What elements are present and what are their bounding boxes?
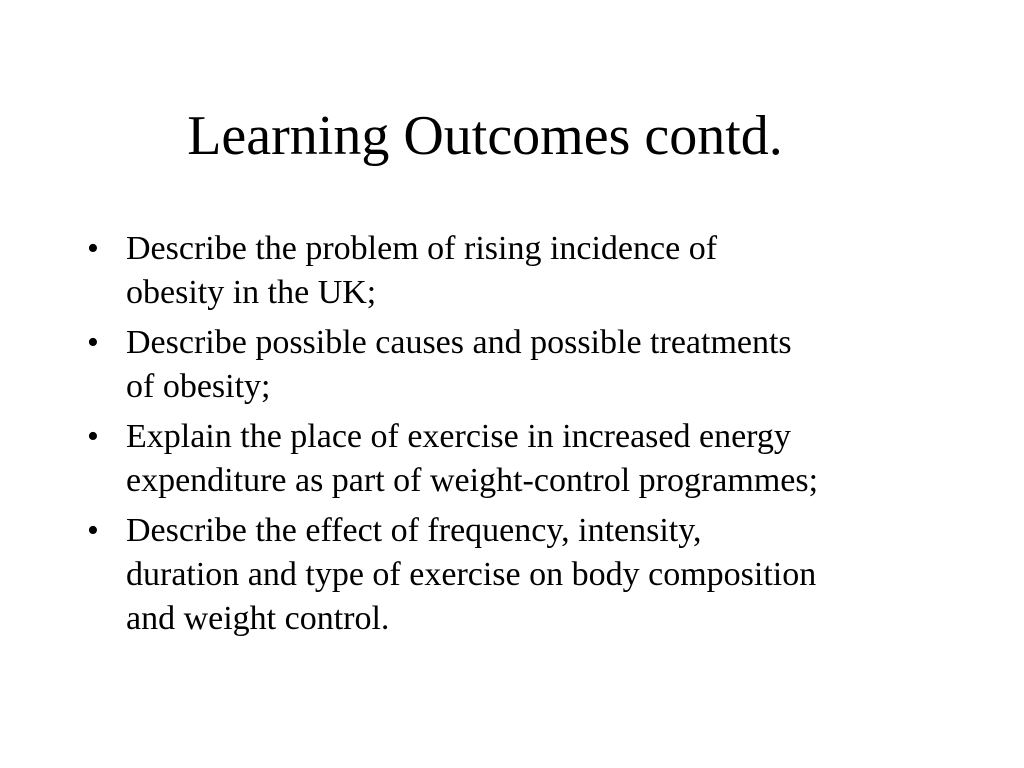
bullet-item bbox=[87, 227, 967, 315]
bullet-text-line: Describe possible causes and possible treatments bbox=[126, 324, 792, 361]
bullet-item bbox=[87, 415, 967, 503]
bullet-icon: • bbox=[87, 512, 99, 549]
bullet-icon: • bbox=[87, 230, 99, 267]
bullet-icon: • bbox=[87, 418, 99, 455]
bullet-text-line: Describe the effect of frequency, intensity, bbox=[126, 512, 702, 549]
bullet-text-line: obesity in the UK; bbox=[126, 274, 377, 311]
slide-title: Learning Outcomes contd. bbox=[187, 105, 783, 167]
bullet-item bbox=[87, 509, 967, 641]
bullet-text-line: of obesity; bbox=[126, 368, 271, 405]
bullet-text-line: Explain the place of exercise in increased energy bbox=[126, 418, 791, 455]
bullet-text-line: duration and type of exercise on body composition bbox=[126, 556, 817, 593]
bullet-item bbox=[87, 321, 967, 409]
bullet-list bbox=[87, 227, 967, 647]
bullet-text-line: and weight control. bbox=[126, 600, 390, 637]
bullet-text-line: expenditure as part of weight-control programmes; bbox=[126, 462, 819, 499]
bullet-text-line: Describe the problem of rising incidence of bbox=[126, 230, 718, 267]
bullet-icon: • bbox=[87, 324, 99, 361]
